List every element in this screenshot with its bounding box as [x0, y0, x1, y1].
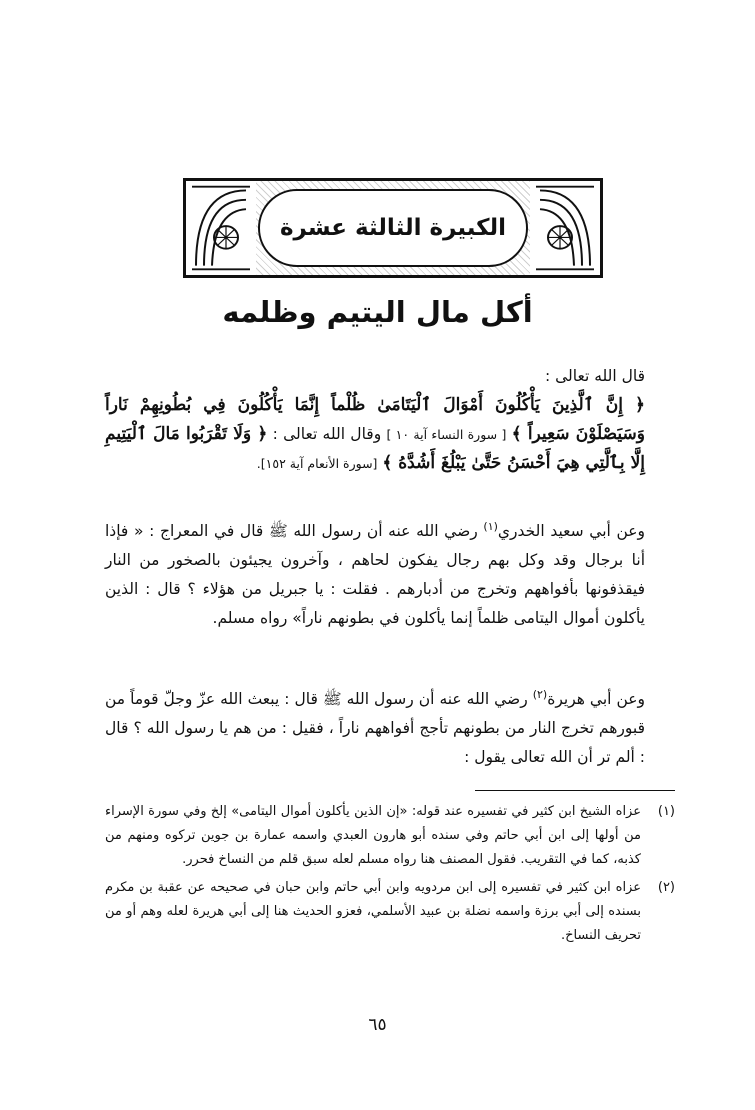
hadith-1-narrator: وعن أبي سعيد الخدري — [497, 522, 645, 541]
verses-block — [105, 362, 645, 478]
page-number: ٦٥ — [368, 1015, 387, 1035]
hadith-1-text: رضي الله عنه أن رسول الله ﷺ قال في المعراج : « فإذا أنا برجال وقد وكل بهم رجال يفكون لحاهم ، وآخرون يجيئون بالصخور من النار فيقذفونها بأفواههم وتخرج من أدبارهم . فقلت : يا جبريل من هؤلاء ؟ قال : الذين يأكلون أموال اليتامى ظلماً إنما يأكلون في بطونهم ناراً» رواه مسلم. — [105, 522, 645, 628]
footnote-mark-2: (٢) — [532, 688, 548, 701]
chapter-header-frame — [183, 178, 603, 278]
verse-connector: وقال الله تعالى : — [272, 425, 382, 443]
verse-2: ﴿ وَلَا تَقْرَبُوا مَالَ ٱلْيَتِيمِ إِلَّا بِٱلَّتِي هِيَ أَحْسَنُ حَتَّىٰ يَبْلُغَ أَشُدَّهُ ﴾ — [105, 424, 645, 473]
verse-1-reference: [ سورة النساء آية ١٠ ] — [386, 427, 507, 442]
footnote-number: (١) — [657, 804, 675, 819]
footnote-2 — [105, 876, 675, 948]
footnote-number: (٢) — [657, 880, 675, 895]
footnote-text: عزاه ابن كثير في تفسيره إلى ابن مردويه وابن أبي حاتم وابن حبان في صحيحه عن عقبة بن مكرم بسنده إلى أبي برزة واسمه نضلة بن عبيد الأسلمي، فعزو الحديث هنا إلى أبي هريرة لعله وهم أو من تحريف النساخ. — [105, 880, 641, 943]
ornament-right-icon — [530, 181, 600, 275]
hadith-2-narrator: وعن أبي هريرة — [547, 690, 645, 709]
hadith-paragraph-1 — [105, 512, 645, 633]
section-title: أكل مال اليتيم وظلمه — [222, 295, 533, 329]
ornament-left-icon — [186, 181, 256, 275]
verses-paragraph — [105, 391, 645, 478]
footnotes — [105, 800, 675, 952]
footnote-mark-1: (١) — [483, 520, 498, 533]
verse-2-reference: [سورة الأنعام آية ١٥٢]. — [256, 456, 378, 471]
intro-line: قال الله تعالى : — [544, 367, 645, 385]
footnote-1 — [105, 800, 675, 872]
footnote-divider — [475, 790, 675, 791]
verse-1: ﴿ إِنَّ ٱلَّذِينَ يَأْكُلُونَ أَمْوَالَ ٱلْيَتَامَىٰ ظُلْماً إِنَّمَا يَأْكُلُونَ فِي بُطُونِهِمْ نَاراً وَسَيَصْلَوْنَ سَعِيراً ﴾ — [105, 395, 645, 444]
hadith-paragraph-2 — [105, 680, 645, 772]
hadith-2-text: رضي الله عنه أن رسول الله ﷺ قال : يبعث الله عزّ وجلّ قوماً من قبورهم تخرج النار من بطونهم تأجج أفواههم ناراً ، فقيل : من هم يا رسول الله ؟ قال : ألم تر أن الله تعالى يقول : — [105, 690, 645, 767]
chapter-title: الكبيرة الثالثة عشرة — [258, 189, 528, 267]
footnote-text: عزاه الشيخ ابن كثير في تفسيره عند قوله: «إن الذين يأكلون أموال اليتامى» إلخ وفي سورة الإسراء من أولها إلى ابن أبي حاتم وفي سنده أبو هارون العبدي واسمه عمارة بن جوين تركوه ومنهم من كذبه، كما في التقريب. فقول المصنف هنا رواه مسلم لعله سبق قلم من النساخ فحرر. — [105, 804, 641, 867]
